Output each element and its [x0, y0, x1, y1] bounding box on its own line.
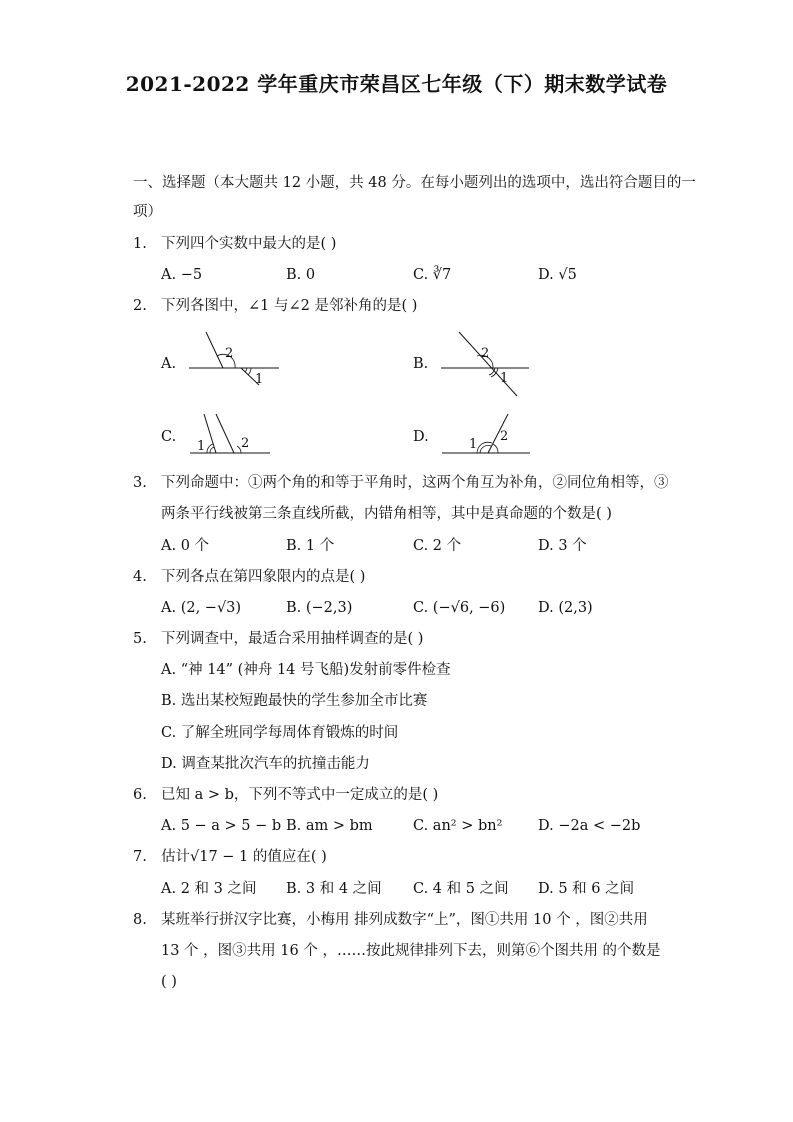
angle-figure-d [440, 410, 535, 460]
question-number: 2. [133, 298, 147, 314]
option-c: C. 4 和 5 之间 [413, 881, 509, 897]
option-b: B. 1 个 [286, 538, 335, 554]
question-stem: 估计√17 − 1 的值应在( ) [161, 849, 327, 865]
option-d: D. 5 和 6 之间 [538, 881, 635, 897]
figure-label-d: D. [413, 429, 429, 445]
angle-label-1: 1 [500, 371, 509, 386]
option-c: C. an² > bn² [413, 818, 503, 834]
option-d: D. 3 个 [538, 538, 587, 554]
option-b: B. 选出某校短跑最快的学生参加全市比赛 [161, 693, 428, 709]
question-number: 3. [133, 475, 147, 491]
page-title: 2021-2022 学年重庆市荣昌区七年级（下）期末数学试卷 [125, 72, 668, 96]
question-number: 7. [133, 849, 147, 865]
question-stem-cont: ( ) [161, 974, 177, 990]
question-number: 8. [133, 912, 147, 928]
figure-label-a: A. [161, 356, 177, 372]
angle-figure-b [437, 330, 537, 400]
option-a: A. 2 和 3 之间 [161, 881, 257, 897]
option-a: A. −5 [161, 267, 203, 283]
option-a: A. (2, −√3) [161, 600, 242, 616]
angle-label-1: 1 [469, 437, 478, 452]
angle-label-1: 1 [255, 372, 264, 387]
angle-figure-c [188, 410, 278, 460]
figure-label-b: B. [413, 356, 429, 372]
question-stem: 下列调查中，最适合采用抽样调查的是( ) [161, 631, 424, 647]
option-b: B. 0 [286, 267, 316, 283]
angle-label-2: 2 [241, 436, 250, 451]
section-header-cont: 项） [133, 204, 162, 220]
option-d: D. −2a < −2b [538, 818, 641, 834]
angle-label-2: 2 [225, 346, 234, 361]
question-stem-cont: 两条平行线被第三条直线所截，内错角相等，其中是真命题的个数是( ) [161, 506, 612, 522]
question-stem-cont: 13 个 ，图③共用 16 个 ，……按此规律排列下去，则第⑥个图共用 的个数是 [161, 943, 661, 959]
question-number: 4. [133, 569, 147, 585]
option-c: C. (−√6, −6) [413, 600, 506, 616]
angle-figure-a [185, 330, 285, 390]
option-d: D. 调查某批次汽车的抗撞击能力 [161, 756, 370, 772]
option-b: B. am > bm [286, 818, 373, 834]
option-d: D. √5 [538, 267, 577, 283]
option-d: D. (2,3) [538, 600, 593, 616]
section-header: 一、选择题（本大题共 12 小题，共 48 分。在每小题列出的选项中，选出符合题目的一 [133, 175, 696, 191]
option-c: C. ∛7 [413, 267, 452, 283]
question-stem: 下列各点在第四象限内的点是( ) [161, 569, 366, 585]
option-b: B. (−2,3) [286, 600, 353, 616]
option-c: C. 了解全班同学每周体育锻炼的时间 [161, 725, 399, 741]
question-stem: 某班举行拼汉字比赛，小梅用 排列成数字“上”，图①共用 10 个 ，图②共用 [161, 912, 648, 928]
question-number: 6. [133, 787, 147, 803]
option-a: A. 0 个 [161, 538, 210, 554]
question-stem: 下列各图中，∠1 与∠2 是邻补角的是( ) [161, 298, 418, 314]
question-number: 1. [133, 236, 147, 252]
angle-label-2: 2 [500, 429, 509, 444]
option-c: C. 2 个 [413, 538, 462, 554]
option-b: B. 3 和 4 之间 [286, 881, 382, 897]
question-stem: 下列四个实数中最大的是( ) [161, 236, 337, 252]
question-stem: 下列命题中：①两个角的和等于平角时，这两个角互为补角，②同位角相等，③ [161, 475, 669, 491]
question-stem: 已知 a > b，下列不等式中一定成立的是( ) [161, 787, 439, 803]
angle-label-1: 1 [197, 439, 206, 454]
option-a: A. “神 14” (神舟 14 号飞船)发射前零件检查 [161, 662, 451, 678]
option-a: A. 5 − a > 5 − b [161, 818, 282, 834]
question-number: 5. [133, 631, 147, 647]
angle-label-2: 2 [481, 346, 490, 361]
figure-label-c: C. [161, 429, 177, 445]
